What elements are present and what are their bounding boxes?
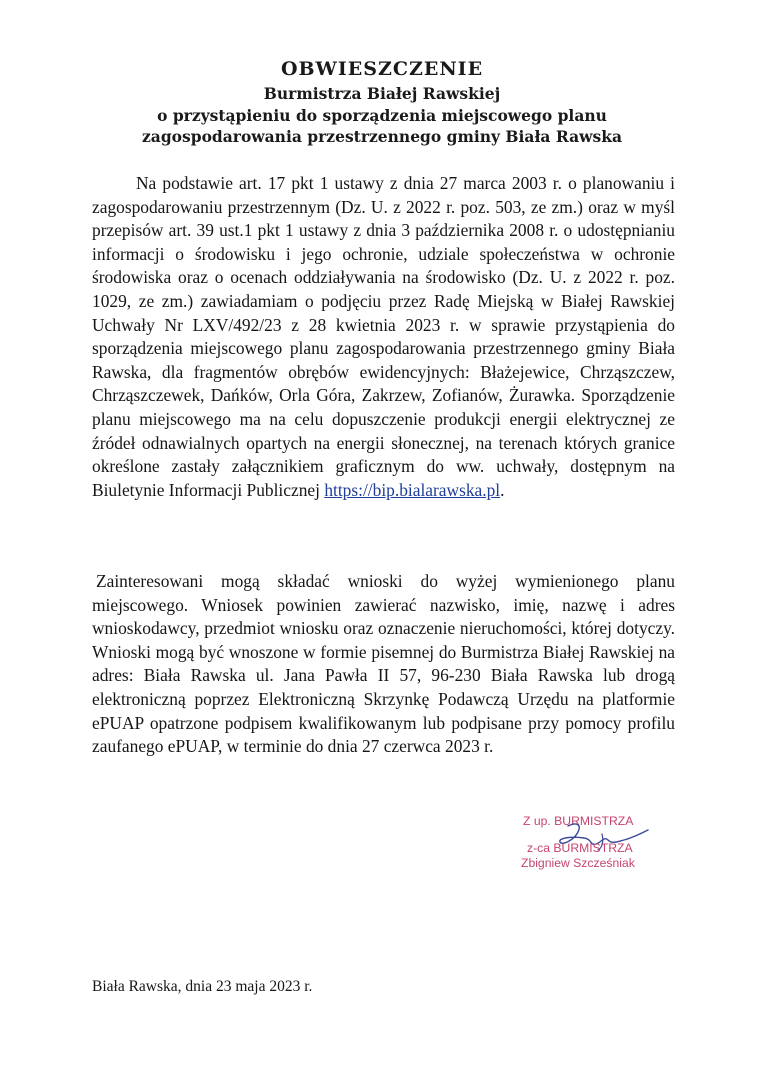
paragraph-legal-basis-text: Na podstawie art. 17 pkt 1 ustawy z dnia 27 marca 2003 r. o planowaniu i zagospodarowaniu przestrzennym (Dz. U. z 2022 r. poz. 503, ze zm.) oraz w myśl przepisów art. 39 ust.1 pkt 1 ustawy z dnia 3 października 2008 r. o udostępnianiu informacji o środowisku i jego ochronie, udziale społeczeństwa w ochronie środowiska oraz o ocenach oddziaływania na środowisko (Dz. U. z 2022 r. poz. 1029, ze zm.) zawiadamiam o podjęciu przez Radę Miejską w Białej Rawskiej Uchwały Nr LXV/492/23 z 28 kwietnia 2023 r. w sprawie przystąpienia do sporządzenia miejscowego planu zagospodarowania przestrzennego gminy Biała Rawska, dla fragmentów obrębów ewidencyjnych: Błażejewice, Chrząszczew, Chrząszczewek, Dańków, Orla Góra, Zakrzew, Zofianów, Żurawka. Sporządzenie planu miejscowego ma na celu dopuszczenie produkcji energii elektrycznej ze źródeł odnawialnych opartych na energii słonecznej, na terenach których granice określone zastały załącznikiem graficznym do ww. uchwały, dostępnym na Biuletynie Informacji Publicznej <box>92 173 675 500</box>
paragraph-end-period: . <box>500 479 505 500</box>
stamp-line-1: Z up. BURMISTRZA <box>523 814 634 828</box>
stamp-signatory-name: Zbigniew Szcześniak <box>521 856 635 870</box>
issuer-line: Burmistrza Białej Rawskiej <box>263 84 501 103</box>
paragraph-submission-info: Zainteresowani mogą składać wnioski do wyżej wymienionego planu miejscowego. Wniosek powinien zawierać nazwisko, imię, nazwę i adres wnioskodawcy, przedmiot wniosku oraz oznaczenie nieruchomości, której dotyczy. Wnioski mogą być wnoszone w formie pisemnej do Burmistrza Białej Rawskiej na adres: Biała Rawska ul. Jana Pawła II 57, 96-230 Biała Rawska lub drogą elektroniczną poprzez Elektroniczną Skrzynkę Podawczą Urzędu na platformie ePUAP opatrzone podpisem kwalifikowanym lub podpisane przy pomocy profilu zaufanego ePUAP, w terminie do dnia 27 czerwca 2023 r. <box>92 571 675 757</box>
subject-line-2: zagospodarowania przestrzennego gminy Biała Rawska <box>141 127 622 146</box>
bip-link[interactable]: https://bip.bialarawska.pl <box>324 479 501 500</box>
paragraph-legal-basis <box>92 172 675 502</box>
stamp-line-2: z-ca BURMISTRZA <box>527 841 633 855</box>
subject-line-1: o przystąpieniu do sporządzenia miejscowego planu <box>157 106 607 125</box>
official-stamp <box>512 814 652 876</box>
place-and-date: Biała Rawska, dnia 23 maja 2023 r. <box>92 978 313 995</box>
document-title: OBWIESZCZENIE <box>280 58 484 80</box>
